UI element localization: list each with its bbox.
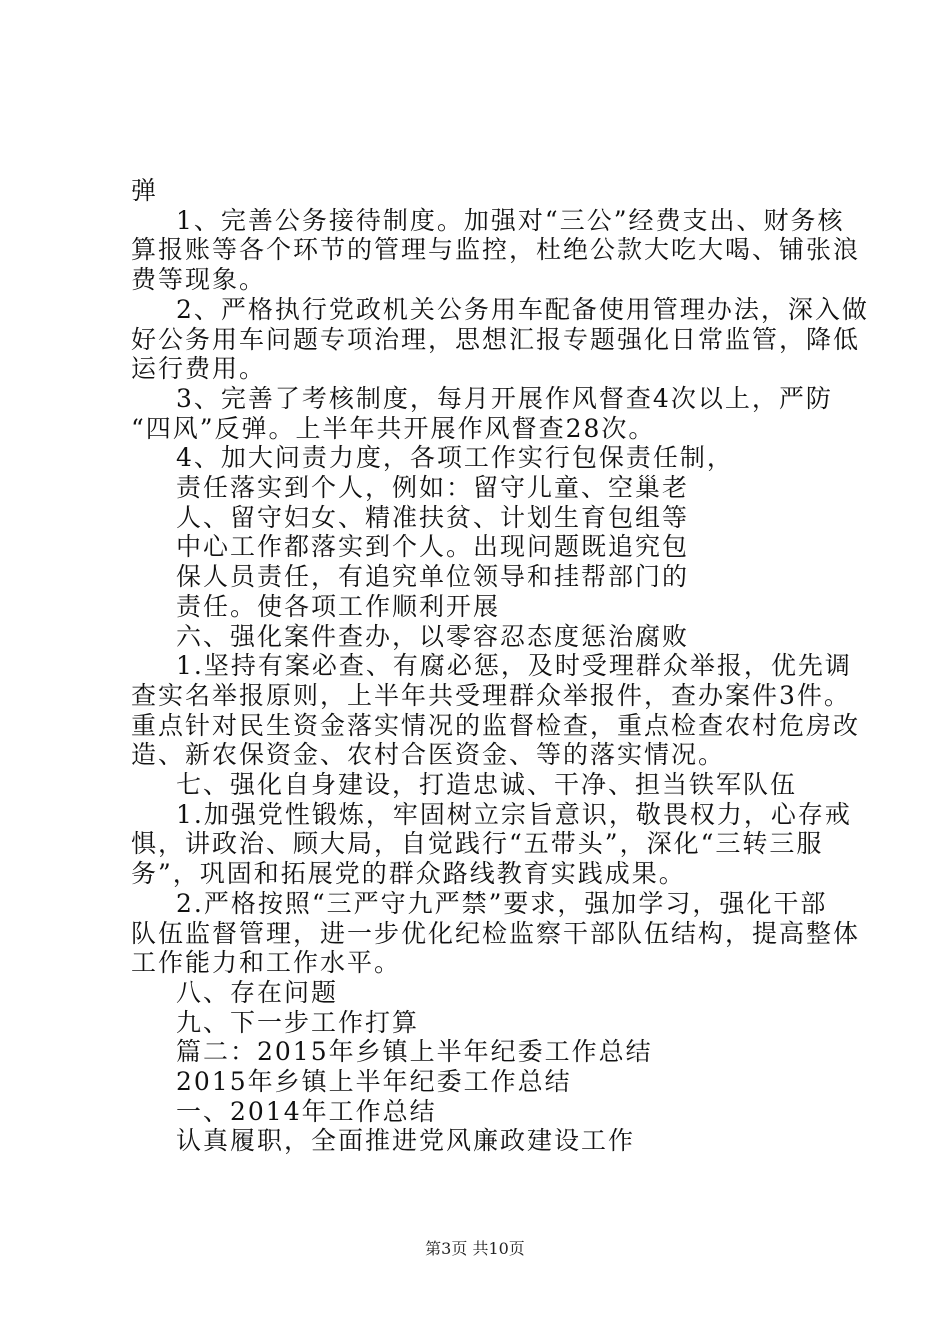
text-line: 好公务用车问题专项治理，思想汇报专题强化日常监管，降低 [131, 324, 861, 354]
section-heading: 一、2014年工作总结 [176, 1096, 437, 1126]
section-heading: 六、强化案件查办，以零容忍态度惩治腐败 [176, 621, 690, 651]
text-line: 1.坚持有案必查、有腐必惩，及时受理群众举报，优先调 [176, 651, 852, 681]
section-heading: 八、存在问题 [176, 977, 339, 1007]
text-line: 算报账等各个环节的管理与监控，杜绝公款大吃大喝、铺张浪 [131, 235, 861, 265]
text-line: 3、完善了考核制度，每月开展作风督查4次以上，严防 [176, 383, 833, 413]
text-line: 队伍监督管理，进一步优化纪检监察干部队伍结构，提高整体 [131, 918, 861, 948]
text-line: 人、留守妇女、精准扶贫、计划生育包组等 [176, 502, 690, 532]
text-line: 1.加强党性锻炼，牢固树立宗旨意识，敬畏权力，心存戒 [176, 799, 852, 829]
text-line: 4、加大问责力度，各项工作实行包保责任制， [176, 443, 734, 473]
text-line: 费等现象。 [131, 265, 267, 295]
text-line: 造、新农保资金、农村合医资金、等的落实情况。 [131, 740, 726, 770]
article-heading: 篇二：2015年乡镇上半年纪委工作总结 [176, 1037, 653, 1067]
section-heading: 九、下一步工作打算 [176, 1007, 420, 1037]
text-line: 2、严格执行党政机关公务用车配备使用管理办法，深入做 [176, 294, 869, 324]
text-line: 重点针对民生资金落实情况的监督检查，重点检查农村危房改 [131, 710, 861, 740]
text-line: 工作能力和工作水平。 [131, 948, 402, 978]
text-line: 1、完善公务接待制度。加强对“三公”经费支出、财务核 [176, 205, 845, 235]
text-line: 务”，巩固和拓展党的群众路线教育实践成果。 [131, 859, 686, 889]
text-line: 惧，讲政治、顾大局，自觉践行“五带头”，深化“三转三服 [131, 829, 824, 859]
text-line: 2.严格按照“三严守九严禁”要求，强加学习，强化干部 [176, 888, 828, 918]
text-line: 运行费用。 [131, 354, 267, 384]
section-heading: 七、强化自身建设，打造忠诚、干净、担当铁军队伍 [176, 770, 798, 799]
text-line: 责任落实到个人，例如：留守儿童、空巢老 [176, 473, 690, 502]
text-line: 弹 [131, 176, 159, 205]
text-line: 查实名举报原则，上半年共受理群众举报件，查办案件3件。 [131, 680, 851, 710]
text-line: 保人员责任，有追究单位领导和挂帮部门的 [176, 562, 690, 592]
text-line: “四风”反弹。上半年共开展作风督查28次。 [131, 413, 656, 443]
page-number-footer: 第3页 共10页 [425, 1239, 525, 1258]
text-line: 中心工作都落实到个人。出现问题既追究包 [176, 532, 690, 562]
text-line: 认真履职，全面推进党风廉政建设工作 [176, 1126, 636, 1156]
article-title: 2015年乡镇上半年纪委工作总结 [176, 1067, 572, 1096]
text-line: 责任。使各项工作顺利开展 [176, 591, 501, 621]
